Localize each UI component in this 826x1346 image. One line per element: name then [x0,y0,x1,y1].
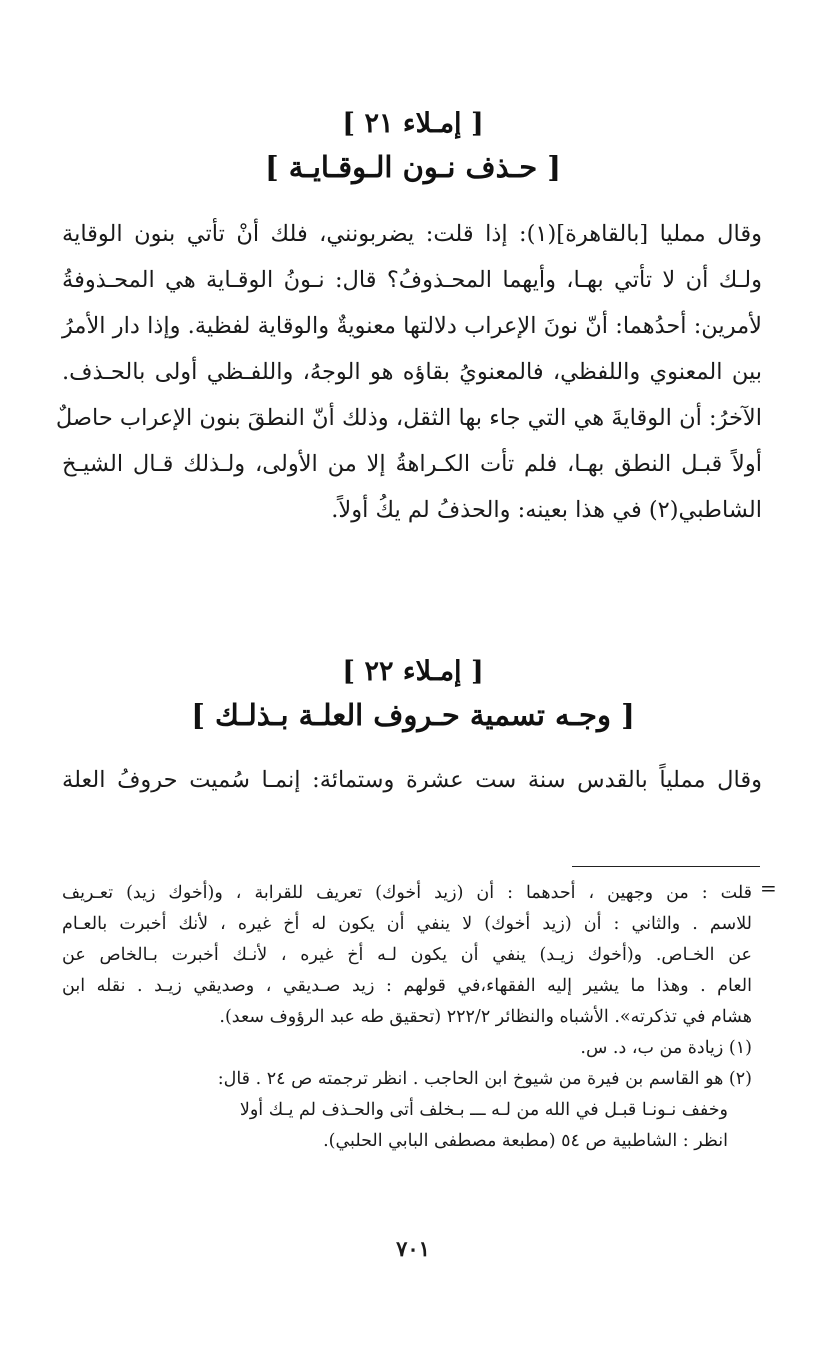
section-1-title: [ حـذف نـون الـوقـايـة ] [264,150,562,184]
footnote-2-source: انظر : الشاطبية ص ٥٤ (مطبعة مصطفى البابي الحلبي). [323,1131,728,1151]
body-line: الشاطبي(٢) في هذا بعينه: والحذفُ لم يكُ أولاً. [331,497,762,523]
footnote-line: عن الخـاص. و(أخوك زيـد) ينفي أن يكون لـه أخ غيره ، لأنـك أخبرت بـالخاص عن [62,945,752,965]
footnote-2: (٢) هو القاسم بن فيرة من شيوخ ابن الحاجب . انظر ترجمته ص ٢٤ . قال: [217,1069,752,1089]
body-line: بين المعنوي واللفظي، فالمعنويُ بقاؤه هو الوجهُ، واللفـظي أولى بالحـذف. [62,359,762,385]
section-1-number: [ إمـلاء ٢١ ] [342,108,484,139]
section-2-title: [ وجـه تسمية حـروف العلـة بـذلـك ] [191,698,635,732]
section-1-body [55,211,762,533]
footnote-divider [572,866,760,867]
body-line: وقال مملياً بالقدس سنة ست عشرة وستمائة: إنمـا سُميت حروفُ العلة [62,767,762,793]
section-2-number: [ إمـلاء ٢٢ ] [342,656,484,687]
body-line: الآخرُ: أن الوقايةَ هي التي جاء بها الثقل، وذلك أنّ النطقَ بنون الإعراب حاصلٌ [55,405,762,431]
footnote-1: (١) زيادة من ب، د. س. [580,1038,752,1058]
footnotes [62,878,752,1157]
footnote-line: هشام في تذكرته». الأشباه والنظائر ٢٢٢/٢ (تحقيق طه عبد الرؤوف سعد). [219,1007,752,1027]
footnote-line: العام . وهذا ما يشير إليه الفقهاء،في قولهم : زيد صـديقي ، وصديقي زيـد . نقله ابن [62,976,752,996]
body-line: ولـك أن لا تأتي بهـا، وأيهما المحـذوفُ؟ قال: نـونُ الوقـاية هي المحـذوفةُ [62,267,762,293]
footnote-line: قلت : من وجهين ، أحدهما : أن (زيد أخوك) تعريف للقرابة ، و(أخوك زيد) تعـريف [62,883,752,903]
footnote-line: للاسم . والثاني : أن (زيد أخوك) لا ينفي أن يكون له أخ غيره ، لأنك أخبرت بالعـام [62,914,752,934]
section-2-body [62,757,762,803]
page-number: ٧٠١ [396,1236,430,1261]
footnote-2-verse: وخفف نـونـا قبـل في الله من لـه ـــ بـخلف أتى والحـذف لم يـك أولا [239,1100,728,1120]
continuation-marker: = [760,876,777,900]
body-line: أولاً قبـل النطق بهـا، فلم تأت الكـراهةُ إلا من الأولى، ولـذلك قـال الشيـخ [62,451,762,477]
body-line: وقال ممليا [بالقاهرة](١): إذا قلت: يضربونني، فلك أنْ تأتي بنون الوقاية [62,221,762,247]
body-line: لأمرين: أحدُهما: أنّ نونَ الإعراب دلالتها معنويةٌ والوقاية لفظية. وإذا دار الأمرُ [62,313,762,339]
